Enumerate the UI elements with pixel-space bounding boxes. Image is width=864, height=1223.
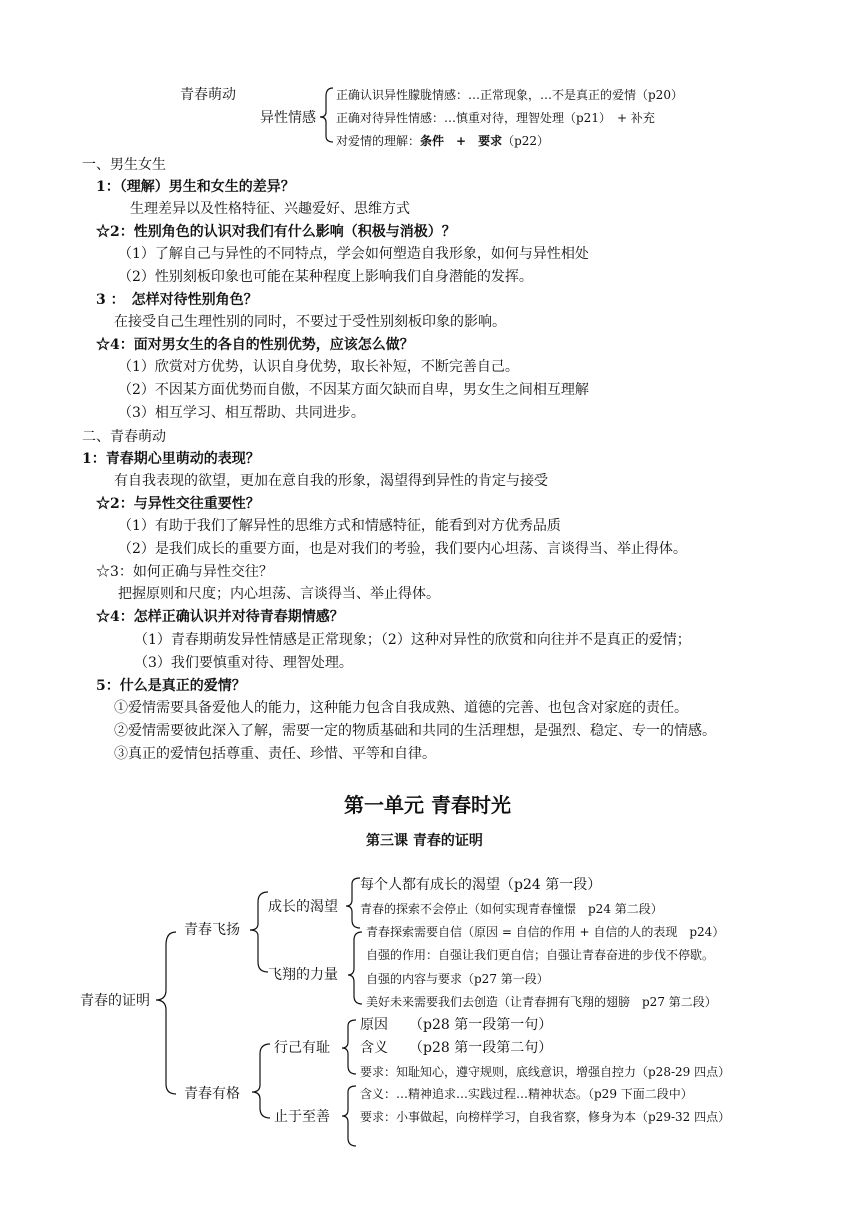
- mindmap-b1-2-item-3: 自强的内容与要求（p27 第一段）: [366, 972, 549, 986]
- mindmap-b1-2: 飞翔的力量: [268, 967, 338, 983]
- mindmap-b1-2-item-4: 美好未来需要我们去创造（让青春拥有飞翔的翅膀 p27 第二段）: [366, 995, 717, 1009]
- section2-q5-a3: ③真正的爱情包括尊重、责任、珍惜、平等和自律。: [114, 746, 436, 762]
- mindmap-b2-1: 行己有耻: [274, 1040, 330, 1056]
- section2-q3: ☆3：如何正确与异性交往？: [96, 564, 273, 580]
- section2-q2-a2: （2）是我们成长的重要方面，也是对我们的考验，我们要内心坦荡、言谈得当、举止得体。: [118, 541, 687, 557]
- lesson-title: 第三课 青春的证明: [366, 833, 483, 849]
- section1-q1-answer: 生理差异以及性格特征、兴趣爱好、思维方式: [130, 201, 410, 217]
- section1-q4: ☆4：面对男女生的各自的性别优势，应该怎么做？: [96, 337, 414, 353]
- root-bracket: [156, 932, 176, 1094]
- top-item-1: 正确认识异性朦胧情感：…正常现象，…不是真正的爱情（p20）: [336, 88, 683, 102]
- b2-1-bracket: [342, 1020, 356, 1074]
- section2-q2-a1: （1）有助于我们了解异性的思维方式和情感特征，能看到对方优秀品质: [118, 518, 561, 534]
- mindmap-b2-1-item-2: 含义 （p28 第一段第二句）: [360, 1040, 553, 1056]
- section1-q4-a2: （2）不因某方面优势而自傲，不因某方面欠缺而自卑，男女生之间相互理解: [118, 382, 589, 398]
- section1-q1: 1：（理解）男生和女生的差异？: [96, 179, 295, 195]
- section1-q4-a3: （3）相互学习、相互帮助、共同进步。: [118, 405, 365, 421]
- mindmap-b1: 青春飞扬: [184, 922, 240, 938]
- section2-q3-answer: 把握原则和尺度；内心坦荡、言谈得当、举止得体。: [118, 586, 440, 602]
- section2-q1: 1：青春期心里萌动的表现？: [82, 451, 260, 467]
- top-item-2: 正确对待异性情感：…慎重对待，理智处理（p21） + 补充: [336, 111, 655, 125]
- section1-q3: 3 ： 怎样对待性别角色？: [96, 292, 258, 308]
- section1-q4-a1: （1）欣赏对方优势，认识自身优势，取长补短，不断完善自己。: [118, 359, 519, 375]
- section2-q5-a1: ①爱情需要具备爱他人的能力，这种能力包含自我成熟、道德的完善、也包含对家庭的责任。: [114, 700, 688, 716]
- section2-q5: 5：什么是真正的爱情？: [96, 678, 246, 694]
- section1-q2-a1: （1）了解自己与异性的不同特点，学会如何塑造自我形象，如何与异性相处: [118, 246, 589, 262]
- mindmap-root: 青春的证明: [80, 993, 150, 1009]
- b2-bracket: [252, 1044, 270, 1118]
- mindmap-b1-1: 成长的渴望: [268, 899, 338, 915]
- mindmap-b1-1-item-2: 青春的探索不会停止（如何实现青春憧憬 p24 第二段）: [360, 902, 663, 916]
- section2-q2: ☆2：与异性交往重要性？: [96, 496, 260, 512]
- top-branch: 异性情感: [260, 110, 316, 126]
- mindmap-b1-1-item-1: 每个人都有成长的渴望（p24 第一段）: [360, 877, 602, 893]
- top-root: 青春萌动: [180, 87, 236, 103]
- section2-q4: ☆4：怎样正确认识并对待青春期情感？: [96, 609, 344, 625]
- mindmap-b1-2-item-2: 自强的作用：自强让我们更自信；自强让青春奋进的步伐不停歇。: [366, 948, 715, 962]
- section1-q3-answer: 在接受自己生理性别的同时，不要过于受性别刻板印象的影响。: [114, 314, 506, 330]
- section1-q2: ☆2：性别角色的认识对我们有什么影响（积极与消极）？: [96, 224, 456, 240]
- top-item-3: 对爱情的理解：条件 + 要求（p22）: [336, 134, 550, 148]
- section2-q5-a2: ②爱情需要彼此深入了解，需要一定的物质基础和共同的生活理想，是强烈、稳定、专一的情感。: [114, 723, 716, 739]
- mindmap-b2-1-item-3: 要求：知耻知心，遵守规则，底线意识，增强自控力（p28-29 四点）: [360, 1065, 731, 1079]
- section2-q1-answer: 有自我表现的欲望，更加在意自我的形象，渴望得到异性的肯定与接受: [114, 473, 548, 489]
- mindmap-b2: 青春有格: [184, 1086, 240, 1102]
- section1-heading: 一、男生女生: [82, 157, 166, 173]
- b1-2-bracket: [348, 932, 362, 1004]
- section2-q4-a1: （1）青春期萌发异性情感是正常现象；（2）这种对异性的欣赏和向往并不是真正的爱情；: [134, 632, 691, 648]
- mindmap-b2-2-item-2: 要求：小事做起，向榜样学习，自我省察，修身为本（p29-32 四点）: [360, 1110, 731, 1124]
- b1-1-bracket: [346, 878, 360, 928]
- unit-title: 第一单元 青春时光: [344, 793, 511, 817]
- mindmap-b1-2-item-1: 青春探索需要自信（原因 = 自信的作用 + 自信的人的表现 p24）: [366, 925, 725, 939]
- mindmap-b2-2-item-1: 含义：…精神追求…实践过程…精神状态。（p29 下面二段中）: [360, 1087, 693, 1101]
- section2-heading: 二、青春萌动: [82, 429, 166, 445]
- top-bracket: [320, 88, 333, 142]
- b1-bracket: [250, 892, 268, 972]
- section2-q4-a2: （3）我们要慎重对待、理智处理。: [134, 655, 353, 671]
- b2-2-bracket: [342, 1086, 356, 1146]
- top-item-3-bold: 条件 + 要求: [420, 134, 503, 148]
- mindmap-b2-1-item-1: 原因 （p28 第一段第一句）: [360, 1017, 553, 1033]
- section1-q2-a2: （2）性别刻板印象也可能在某种程度上影响我们自身潜能的发挥。: [118, 269, 533, 285]
- mindmap-b2-2: 止于至善: [274, 1109, 330, 1125]
